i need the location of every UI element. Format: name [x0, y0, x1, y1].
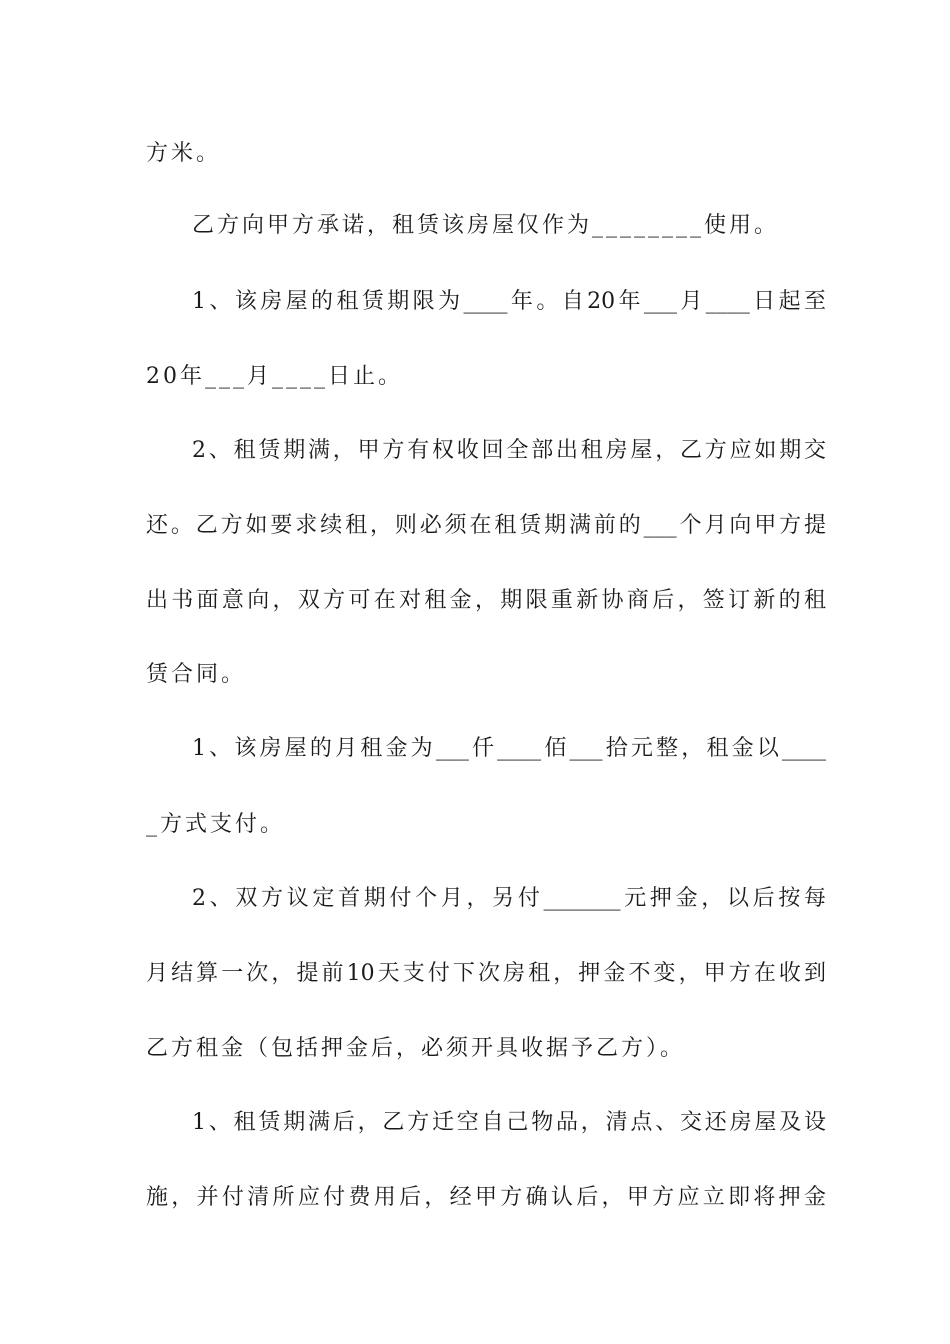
text-line: 赁合同。 — [146, 662, 247, 687]
text-line: _方式支付。 — [146, 812, 286, 837]
text-line: 1、租赁期满后，乙方迁空自己物品，清点、交还房屋及设 — [192, 1110, 826, 1135]
text-line: 1、该房屋的租赁期限为____年。自20年___月____日起至 — [192, 289, 826, 314]
text-line: 方米。 — [146, 141, 222, 166]
text-line: 还。乙方如要求续租，则必须在租赁期满前的___个月向甲方提 — [146, 513, 826, 538]
text-line: 1、该房屋的月租金为___仟____佰___拾元整，租金以____ — [192, 736, 826, 761]
text-line: 2、租赁期满，甲方有权收回全部出租房屋，乙方应如期交 — [192, 438, 826, 463]
text-line: 施，并付清所应付费用后，经甲方确认后，甲方应立即将押金 — [146, 1185, 826, 1210]
text-line: 出书面意向，双方可在对租金，期限重新协商后，签订新的租 — [146, 588, 826, 613]
text-line: 20年___月____日止。 — [146, 364, 403, 389]
text-line: 乙方向甲方承诺，租赁该房屋仅作为________使用。 — [192, 213, 780, 238]
text-line: 乙方租金（包括押金后，必须开具收据予乙方）。 — [146, 1036, 686, 1061]
text-line: 月结算一次，提前10天支付下次房租，押金不变，甲方在收到 — [146, 961, 826, 986]
text-line: 2、双方议定首期付个月，另付_______元押金，以后按每 — [192, 886, 826, 911]
